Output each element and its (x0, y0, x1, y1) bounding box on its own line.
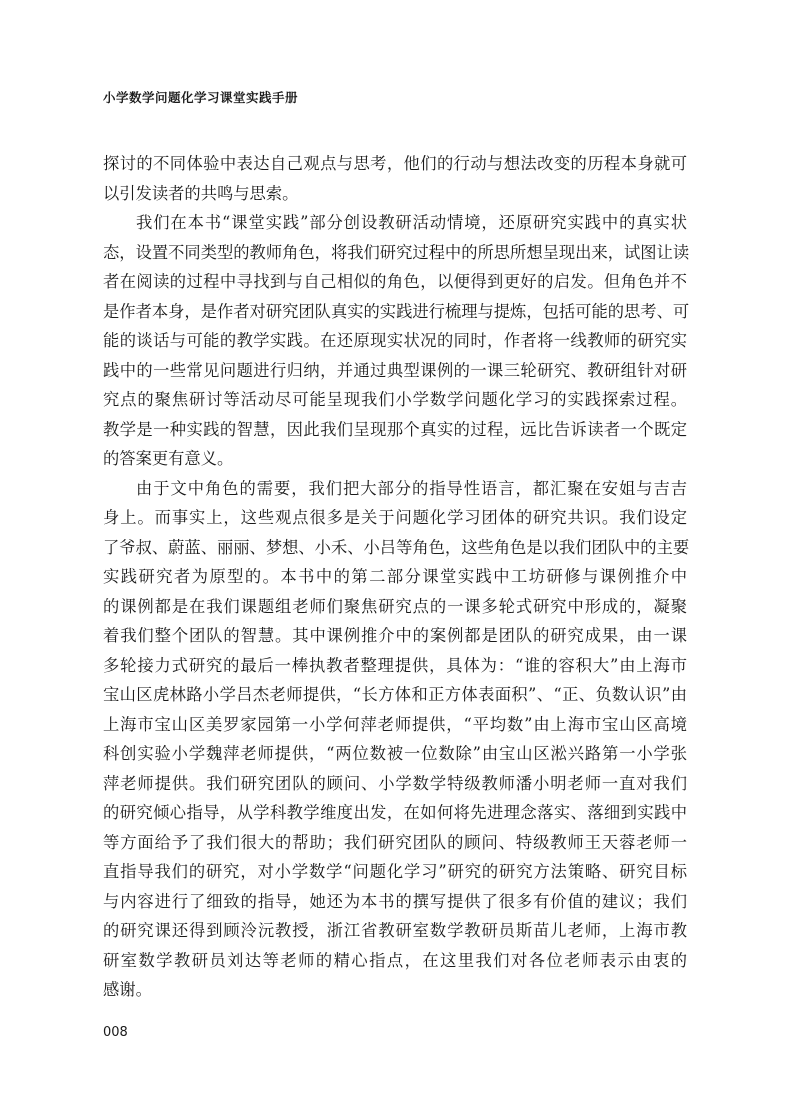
text-line: 态，设置不同类型的教师角色，将我们研究过程中的所思所想呈现出来，试图让读 (103, 242, 690, 262)
text-line: 上海市宝山区美罗家园第一小学何萍老师提供，“平均数”由上海市宝山区高境 (103, 714, 687, 734)
text-line: 究点的聚焦研讨等活动尽可能呈现我们小学数学问题化学习的实践探索过程。 (103, 390, 687, 409)
text-line: 等方面给予了我们很大的帮助；我们研究团队的顾问、特级教师王天蓉老师一 (103, 832, 687, 852)
text-line: 身上。而事实上，这些观点很多是关于问题化学习团体的研究共识。我们设定 (103, 508, 687, 527)
paragraph-2 (103, 208, 690, 474)
text-line: 宝山区虎林路小学吕杰老师提供，“长方体和正方体表面积”、“正、负数认识”由 (103, 685, 687, 704)
text-line: 感谢。 (103, 980, 152, 999)
body-text (103, 149, 690, 1005)
text-line: 教学是一种实践的智慧，因此我们呈现那个真实的过程，远比告诉读者一个既定 (103, 419, 687, 439)
text-line: 着我们整个团队的智慧。其中课例推介中的案例都是团队的研究成果，由一课 (103, 626, 687, 645)
paragraph-3 (103, 474, 690, 1005)
text-line: 与内容进行了细致的指导，她还为本书的撰写提供了很多有价值的建议；我们 (103, 891, 687, 911)
text-line: 探讨的不同体验中表达自己观点与思考，他们的行动与想法改变的历程本身就可 (103, 154, 687, 173)
paragraph-1 (103, 149, 687, 208)
text-line: 萍老师提供。我们研究团队的顾问、小学数学特级教师潘小明老师一直对我们 (103, 773, 687, 793)
text-line: 的答案更有意义。 (103, 449, 234, 468)
text-line: 的研究倾心指导，从学科教学维度出发，在如何将先进理念落实、落细到实践中 (103, 803, 687, 822)
text-line: 是作者本身，是作者对研究团队真实的实践进行梳理与提炼，包括可能的思考、可 (103, 301, 690, 321)
text-line: 直指导我们的研究，对小学数学“问题化学习”研究的研究方法策略、研究目标 (103, 862, 687, 881)
text-line: 研室数学教研员刘达等老师的精心指点，在这里我们对各位老师表示由衷的 (103, 950, 687, 970)
text-line: 实践研究者为原型的。本书中的第二部分课堂实践中工坊研修与课例推介中 (103, 567, 687, 586)
page-number: 008 (103, 1025, 128, 1040)
text-line: 我们在本书“课堂实践”部分创设教研活动情境，还原研究实践中的真实状 (136, 213, 687, 232)
text-line: 的研究课还得到顾泠沅教授，浙江省教研室数学教研员斯苗儿老师，上海市教 (103, 921, 687, 940)
text-line: 的课例都是在我们课题组老师们聚焦研究点的一课多轮式研究中形成的，凝聚 (103, 596, 687, 616)
text-line: 者在阅读的过程中寻找到与自己相似的角色，以便得到更好的启发。但角色并不 (103, 272, 687, 291)
text-line: 能的谈话与可能的教学实践。在还原现实状况的同时，作者将一线教师的研究实 (103, 331, 687, 350)
running-header: 小学数学问题化学习课堂实践手册 (103, 90, 299, 105)
text-line: 以引发读者的共鸣与思索。 (103, 183, 299, 203)
text-line: 了爷叔、蔚蓝、丽丽、梦想、小禾、小吕等角色，这些角色是以我们团队中的主要 (103, 537, 690, 557)
text-line: 由于文中角色的需要，我们把大部分的指导性语言，都汇聚在安姐与吉吉 (136, 478, 687, 498)
text-line: 践中的一些常见问题进行归纳，并通过典型课例的一课三轮研究、教研组针对研 (103, 360, 687, 380)
text-line: 科创实验小学魏萍老师提供，“两位数被一位数除”由宝山区淞兴路第一小学张 (103, 744, 687, 763)
text-line: 多轮接力式研究的最后一棒执教者整理提供，具体为：“谁的容积大”由上海市 (103, 655, 687, 675)
